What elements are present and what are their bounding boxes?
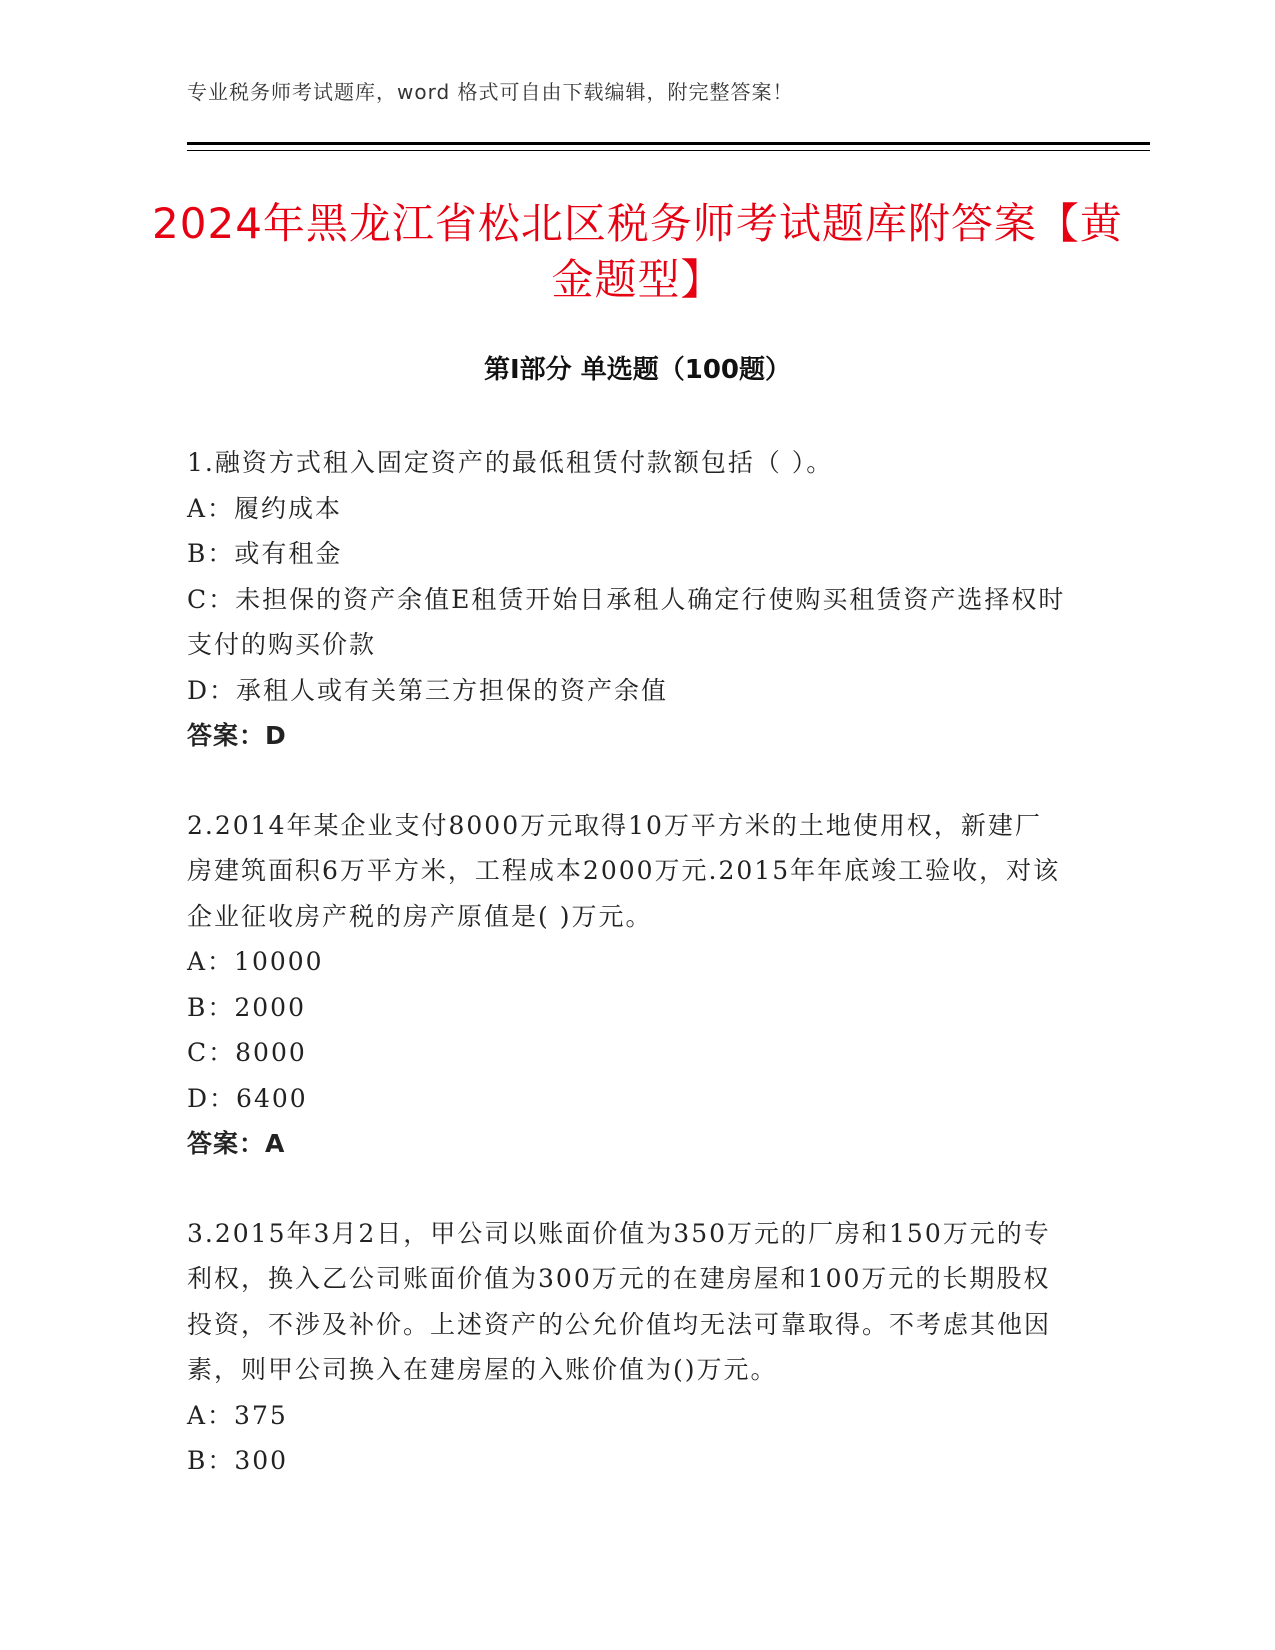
header-divider-thin [187, 150, 1150, 151]
option-d: D：6400 [187, 1083, 308, 1113]
question-stem: 2.2014年某企业支付8000万元取得10万平方米的土地使用权，新建厂房建筑面积6万平方米，工程成本2000万元.2015年年底竣工验收，对该企业征收房产税的房产原值是( )万元。 [187, 810, 1061, 931]
option-c: C：8000 [187, 1038, 307, 1067]
option-d: D：承租人或有关第三方担保的资产余值 [187, 675, 669, 705]
option-a: A：10000 [187, 947, 324, 976]
question-2 [187, 803, 1067, 1167]
question-1 [187, 440, 1067, 759]
header-note: 专业税务师考试题库，word 格式可自由下载编辑，附完整答案！ [187, 80, 794, 104]
question-stem: 3.2015年3月2日，甲公司以账面价值为350万元的厂房和150万元的专利权，换入乙公司账面价值为300万元的在建房屋和100万元的长期股权投资，不涉及补价。上述资产的公允价值均无法可靠取得。不考虑其他因素，则甲公司换入在建房屋的入账价值为()万元。 [187, 1218, 1052, 1384]
option-a: A：375 [187, 1400, 288, 1430]
option-b: B：或有租金 [187, 539, 343, 568]
answer: 答案：D [187, 721, 287, 750]
question-list [187, 440, 1067, 1528]
header-divider-thick [187, 142, 1150, 145]
option-b: B：2000 [187, 992, 306, 1022]
option-a: A：履约成本 [187, 493, 343, 523]
question-3 [187, 1211, 1067, 1484]
answer: 答案：A [187, 1129, 286, 1158]
option-b: B：300 [187, 1446, 289, 1475]
document-title: 2024年黑龙江省松北区税务师考试题库附答案【黄金题型】 [152, 199, 1123, 304]
section-heading: 第Ⅰ部分 单选题（100题） [484, 355, 791, 385]
option-c: C：未担保的资产余值E租赁开始日承租人确定行使购买租赁资产选择权时支付的购买价款 [187, 584, 1066, 659]
question-stem: 1.融资方式租入固定资产的最低租赁付款额包括（ ）。 [187, 448, 834, 477]
